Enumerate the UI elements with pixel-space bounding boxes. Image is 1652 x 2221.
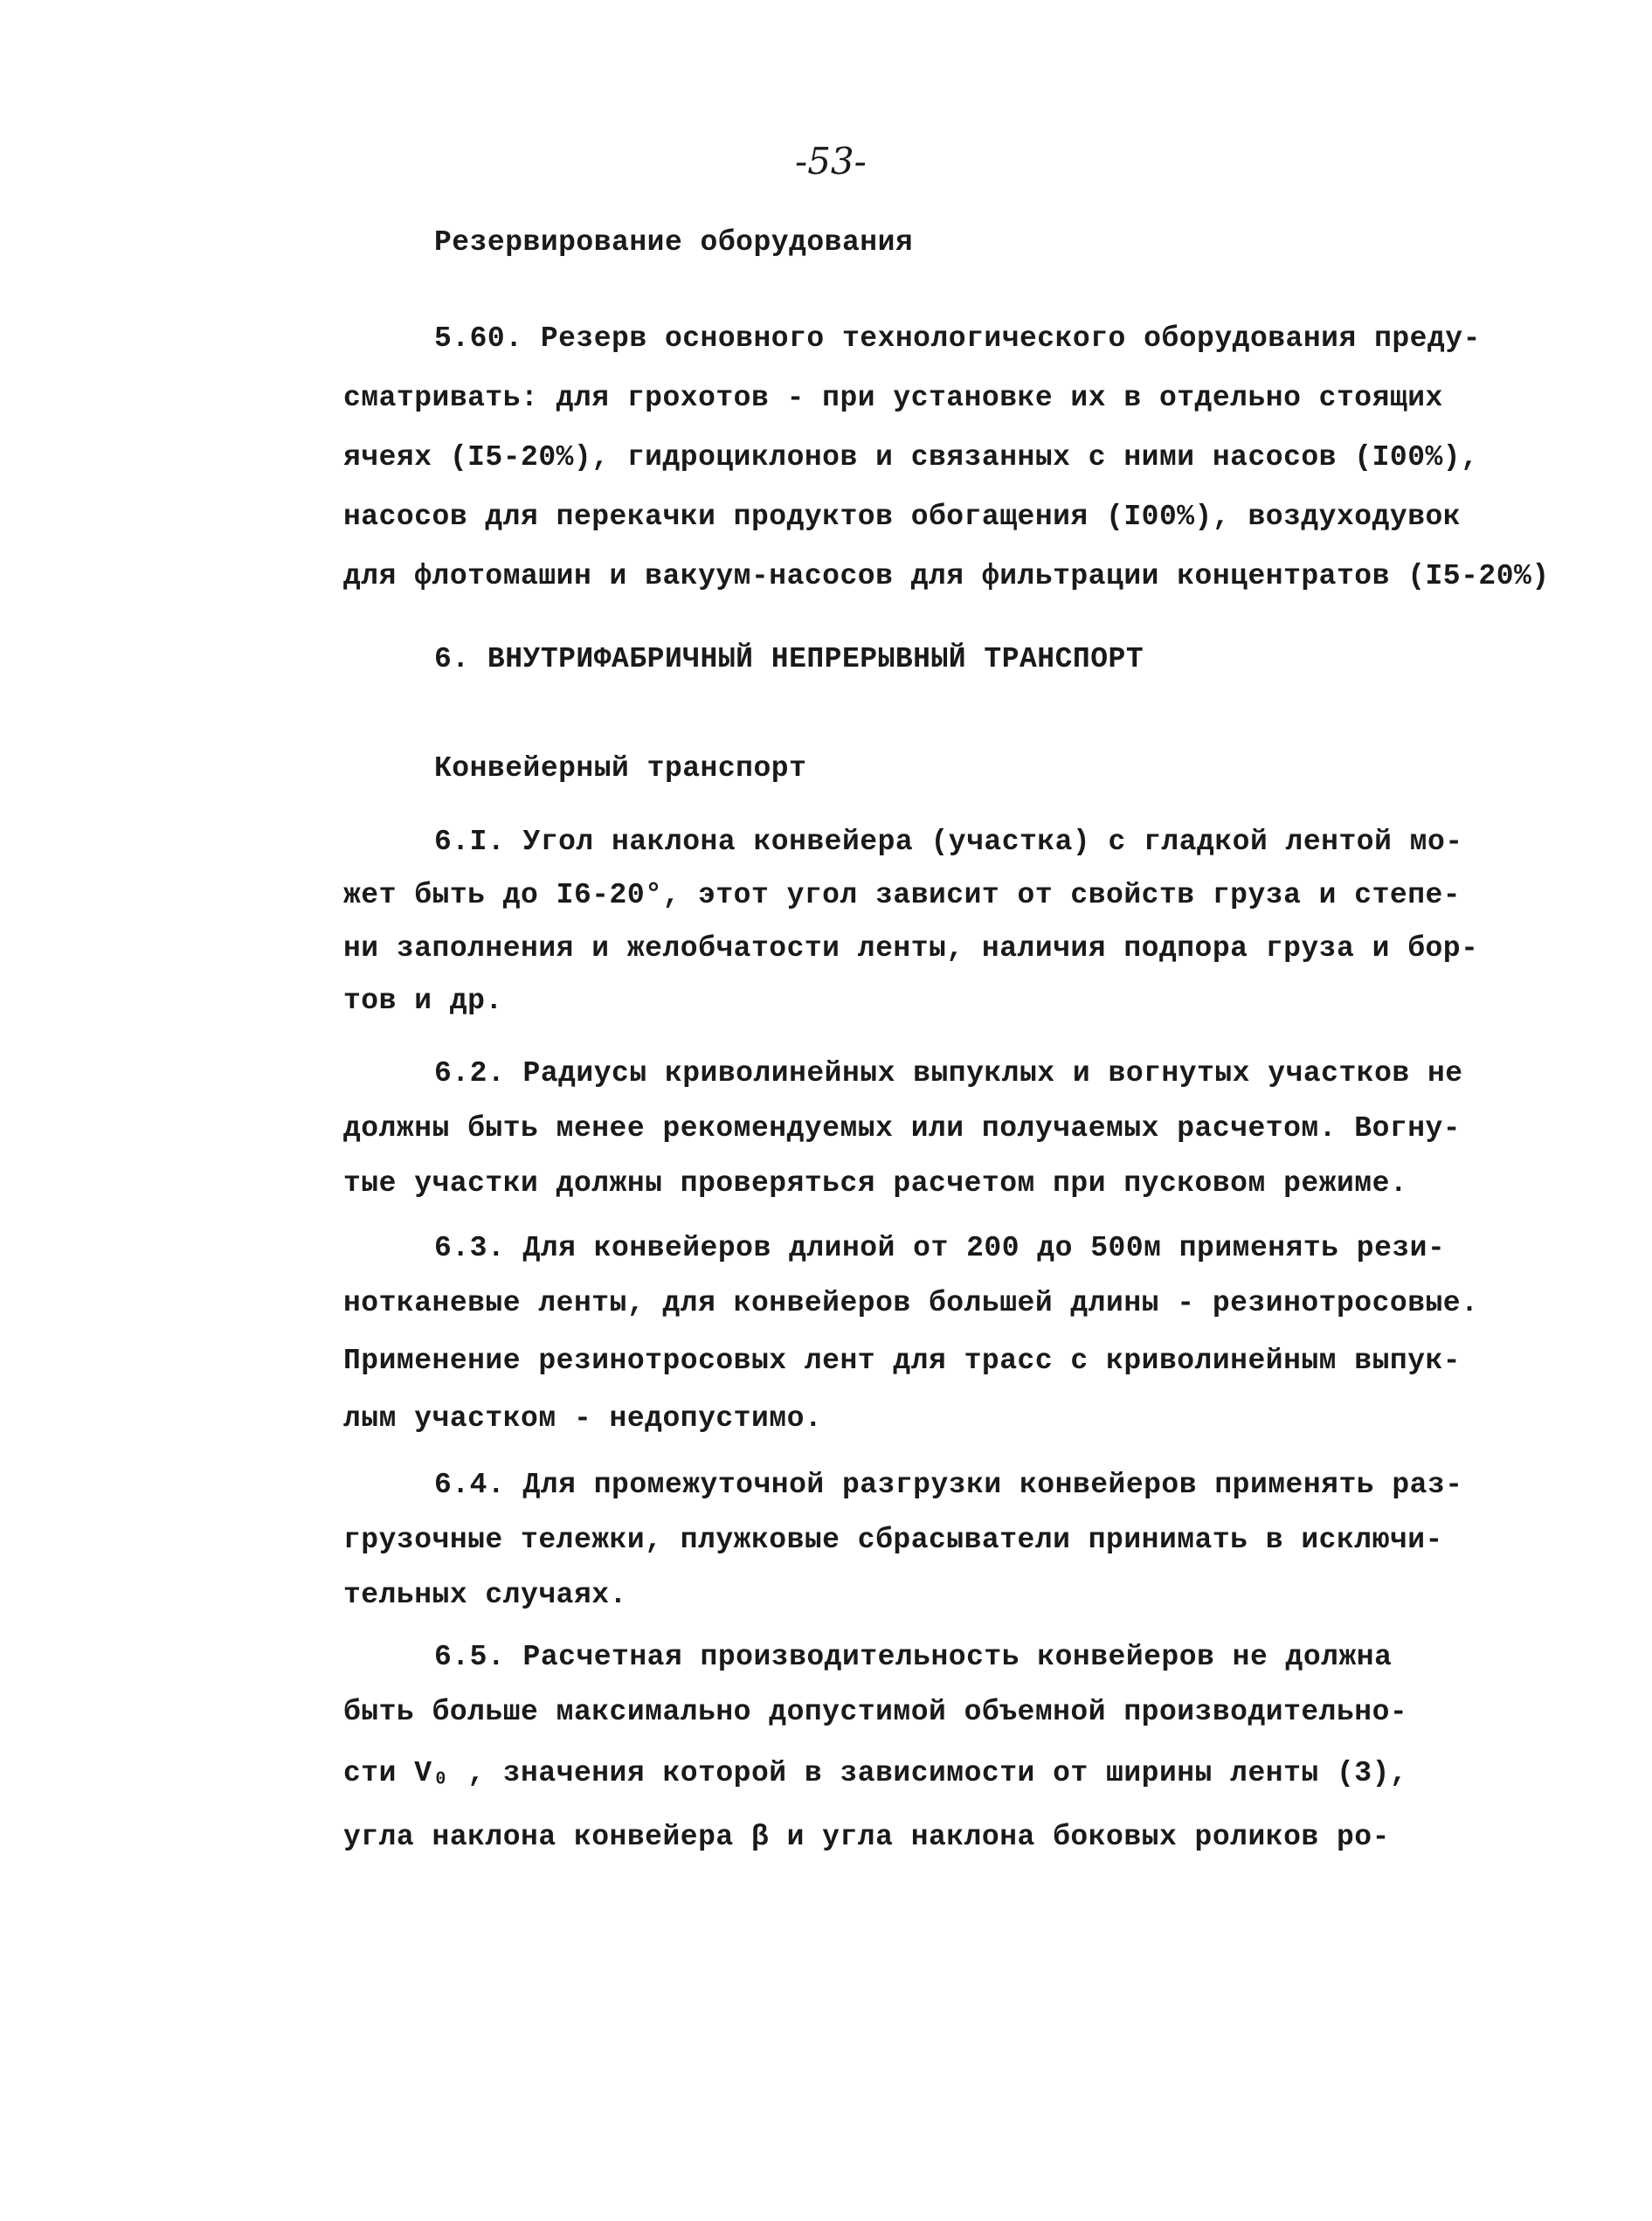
paragraph-line: 6.2. Радиусы криволинейных выпуклых и вогнутых участков не <box>434 1057 1463 1090</box>
paragraph-line: тов и др. <box>343 985 503 1017</box>
paragraph-line: ни заполнения и желобчатости ленты, наличия подпора груза и бор- <box>343 932 1479 965</box>
paragraph-line: сматривать: для грохотов - при установке их в отдельно стоящих <box>343 382 1443 414</box>
paragraph-line: грузочные тележки, плужковые сбрасыватели принимать в исключи- <box>343 1524 1443 1556</box>
paragraph-line: угла наклона конвейера β и угла наклона боковых роликов ро- <box>343 1821 1390 1853</box>
paragraph-line: 6.3. Для конвейеров длиной от 200 до 500м применять рези- <box>434 1232 1446 1264</box>
paragraph-line: тельных случаях. <box>343 1579 627 1611</box>
subsection-conveyor: Конвейерный транспорт <box>434 752 807 785</box>
paragraph-line: быть больше максимально допустимой объемной производительно- <box>343 1696 1408 1728</box>
paragraph-line: 6.5. Расчетная производительность конвейеров не должна <box>434 1641 1393 1673</box>
paragraph-line: Применение резинотросовых лент для трасс с криволинейным выпук- <box>343 1345 1462 1377</box>
paragraph-line: 6.4. Для промежуточной разгрузки конвейеров применять раз- <box>434 1469 1463 1501</box>
paragraph-line: 6.I. Угол наклона конвейера (участка) с гладкой лентой мо- <box>434 826 1463 858</box>
paragraph-line: нотканевые ленты, для конвейеров большей длины - резинотросовые. <box>343 1287 1479 1319</box>
paragraph-line: 5.60. Резерв основного технологического оборудования преду- <box>434 322 1481 355</box>
paragraph-line: лым участком - недопустимо. <box>343 1402 823 1435</box>
paragraph-line: должны быть менее рекомендуемых или получаемых расчетом. Вогну- <box>343 1112 1462 1145</box>
page-number: -53- <box>795 140 867 183</box>
paragraph-line: для флотомашин и вакуум-насосов для фильтрации концентратов (I5-20%) <box>343 560 1550 592</box>
paragraph-line: ячеях (I5-20%), гидроциклонов и связанных с ними насосов (I00%), <box>343 441 1479 474</box>
chapter-6-title: 6. ВНУТРИФАБРИЧНЫЙ НЕПРЕРЫВНЫЙ ТРАНСПОРТ <box>434 643 1144 675</box>
paragraph-line: тые участки должны проверяться расчетом при пусковом режиме. <box>343 1167 1408 1200</box>
section-heading-reserve: Резервирование оборудования <box>434 226 914 259</box>
paragraph-line: насосов для перекачки продуктов обогащения (I00%), воздуходувок <box>343 501 1462 533</box>
paragraph-line: сти V₀ , значения которой в зависимости от ширины ленты (3), <box>343 1757 1408 1789</box>
paragraph-line: жет быть до I6-20°, этот угол зависит от свойств груза и степе- <box>343 879 1462 911</box>
